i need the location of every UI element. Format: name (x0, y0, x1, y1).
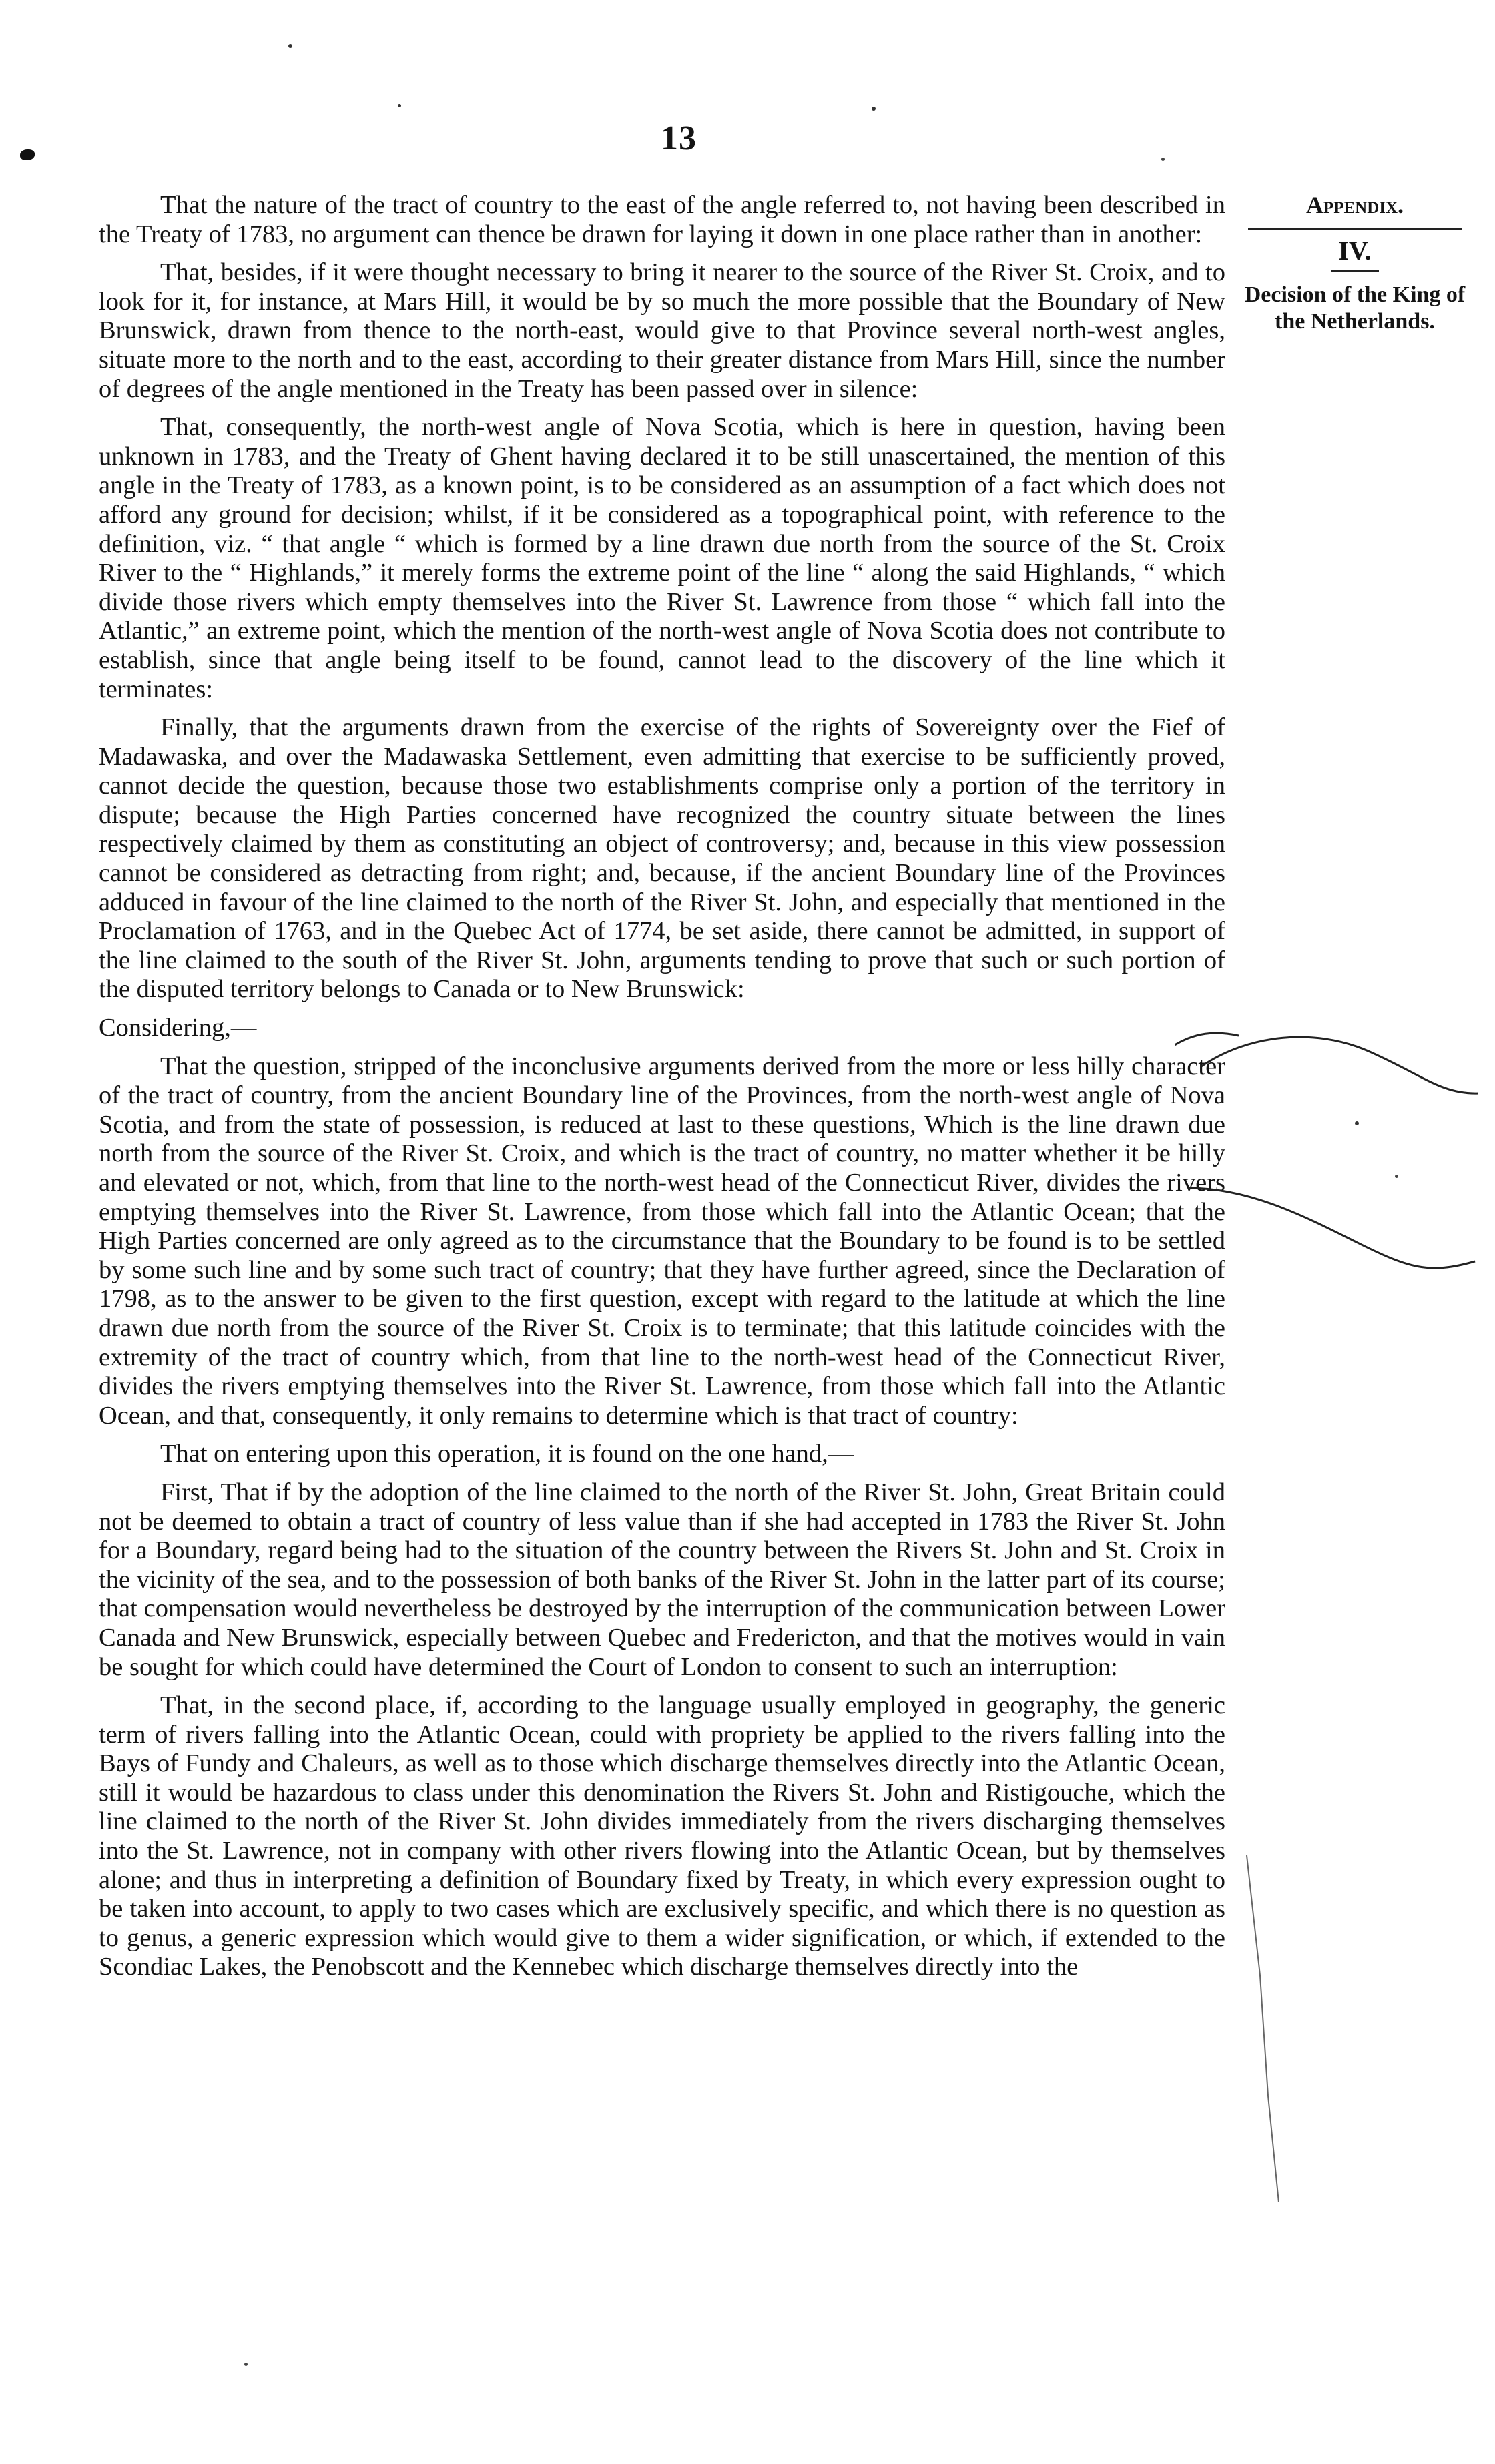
speck-mark (398, 104, 401, 107)
speck-mark (1395, 1175, 1398, 1178)
paragraph-4: Finally, that the arguments drawn from the exercise of the rights of Sovereignty over the Fief of Madawaska, and over the Madawaska Settlement, even admitting that exercise to be sufficiently proved, cannot decide the question, because those two establishments comprise only a portion of the territory in dispute; because the High Parties concerned have recognized the country situate between the lines respectively claimed by them as constituting an object of controversy; and, because in this view possession cannot be considered as detracting from right; and, because, if the ancient Boundary line of the Provinces adduced in favour of the line claimed to the north of the River St. John, and especially that mentioned in the Proclamation of 1763, and in the Quebec Act of 1774, be set aside, there cannot be admitted, in support of the line claimed to the south of the River St. John, arguments tending to prove that such or such portion of the disputed territory belongs to Canada or to New Brunswick: (99, 713, 1225, 1004)
paragraph-6: That the question, stripped of the inconclusive arguments derived from the more or less hilly character of the tract of country, from the ancient Boundary line of the Provinces, from the north-west angle of Nova Scotia, and from the state of possession, is reduced at last to these questions, Which is the line drawn due north from the source of the River St. Croix, and which is the tract of country, no matter whether it be hilly and elevated or not, which, from that line to the north-west head of the Connecticut River, divides the rivers emptying themselves into the River St. Lawrence, from those which fall into the Atlantic Ocean; that the High Parties concerned are only agreed as to the circumstance that the Boundary to be found is to be settled by some such line and by some such tract of country; that they have further agreed, since the Declaration of 1798, as to the answer to be given to the first question, except with regard to the latitude at which the line drawn due north from the source of the River St. Croix is to terminate; that this latitude coincides with the extremity of the tract of country which, from that line to the north-west head of the Connecticut River, divides the rivers emptying themselves into the River St. Lawrence, from those which fall into the Atlantic Ocean, and that, consequently, it only remains to determine which is that tract of country: (99, 1052, 1225, 1430)
paragraph-7: That on entering upon this operation, it is found on the one hand,— (160, 1440, 854, 1468)
paragraph-2: That, besides, if it were thought necessary to bring it nearer to the source of the River St. Croix, and to look for it, for instance, at Mars Hill, it would be by so much the more possible that the Boundary of New Brunswick, drawn from thence to the north-east, would give to that Province several north-west angles, situate more to the north and to the east, according to their greater distance from Mars Hill, since the number of degrees of the angle mentioned in the Treaty has been passed over in silence: (99, 258, 1225, 403)
speck-mark (244, 2363, 248, 2366)
margin-note (1241, 191, 1468, 335)
margin-divider (1248, 228, 1462, 230)
speck-mark (288, 44, 292, 48)
paragraph-3: That, consequently, the north-west angle of Nova Scotia, which is here in question, having been unknown in 1783, and the Treaty of Ghent having declared it to be still unascertained, the mention of this angle in the Treaty of 1783, as a known point, is to be considered as an assumption of a fact which does not afford any ground for decision; whilst, if it be considered as a topographical point, with reference to the definition, viz. “ that angle “ which is formed by a line drawn due north from the source of the St. Croix River to the “ Highlands,” it merely forms the extreme point of the line “ along the said Highlands, “ which divide those rivers which empty themselves into the River St. Lawrence from those “ which fall into the Atlantic,” an extreme point, which the mention of the north-west angle of Nova Scotia does not contribute to establish, since that angle being itself to be found, cannot lead to the discovery of the line which it terminates: (99, 413, 1225, 703)
margin-roman-numeral: IV. (1338, 236, 1372, 266)
pen-stroke-mark-2 (1188, 1175, 1482, 1281)
margin-pencil-line (1241, 1855, 1295, 2202)
margin-short-rule (1331, 270, 1379, 272)
paragraph-1: That the nature of the tract of country to the east of the angle referred to, not having been described in the Treaty of 1783, no argument can thence be drawn for laying it down in one place rather than in another: (99, 191, 1225, 248)
body-text (99, 191, 1225, 1991)
speck-mark (1355, 1121, 1359, 1125)
pen-stroke-mark-1 (1201, 1014, 1482, 1115)
pen-stroke-mark-3 (1175, 1026, 1241, 1053)
paragraph-8: First, That if by the adoption of the line claimed to the north of the River St. John, Great Britain could not be deemed to obtain a tract of country of less value than if she had accepted in 1783 the River St. John for a Boundary, regard being had to the situation of the country between the Rivers St. John and St. Croix in the vicinity of the sea, and to the possession of both banks of the River St. John in the latter part of its course; that compensation would nevertheless be destroyed by the interruption of the communication between Lower Canada and New Brunswick, especially between Quebec and Fredericton, and that the motives would in vain be sought for which could have determined the Court of London to consent to such an interruption: (99, 1478, 1225, 1681)
paragraph-considering: Considering,— (99, 1014, 257, 1042)
speck-mark (1161, 158, 1165, 161)
margin-appendix-label: Appendix. (1305, 192, 1404, 218)
paragraph-9: That, in the second place, if, according to the language usually employed in geography, the generic term of rivers falling into the Atlantic Ocean, could with propriety be applied to the rivers falling into the Bays of Fundy and Chaleurs, as well as to those which discharge themselves directly into the Atlantic Ocean, still it would be hazardous to class under this denomination the Rivers St. John and Ristigouche, which the line claimed to the north of the River St. John divides immediately from the rivers discharging themselves into the St. Lawrence, not in company with other rivers flowing into the Atlantic Ocean, but by themselves alone; and thus in interpreting a definition of Boundary fixed by Treaty, in which every expression ought to be taken into account, to apply to two cases which are exclusively specific, and which there is no question as to genus, a generic expression which would give to them a wider signification, or which, if extended to the Scondiac Lakes, the Penobscott and the Kennebec which discharge themselves directly into the (99, 1691, 1225, 1981)
speck-mark (872, 107, 876, 111)
bullet-mark (20, 149, 35, 160)
margin-title: Decision of the King of the Netherlands. (1244, 282, 1466, 334)
page-number: 13 (661, 119, 697, 158)
